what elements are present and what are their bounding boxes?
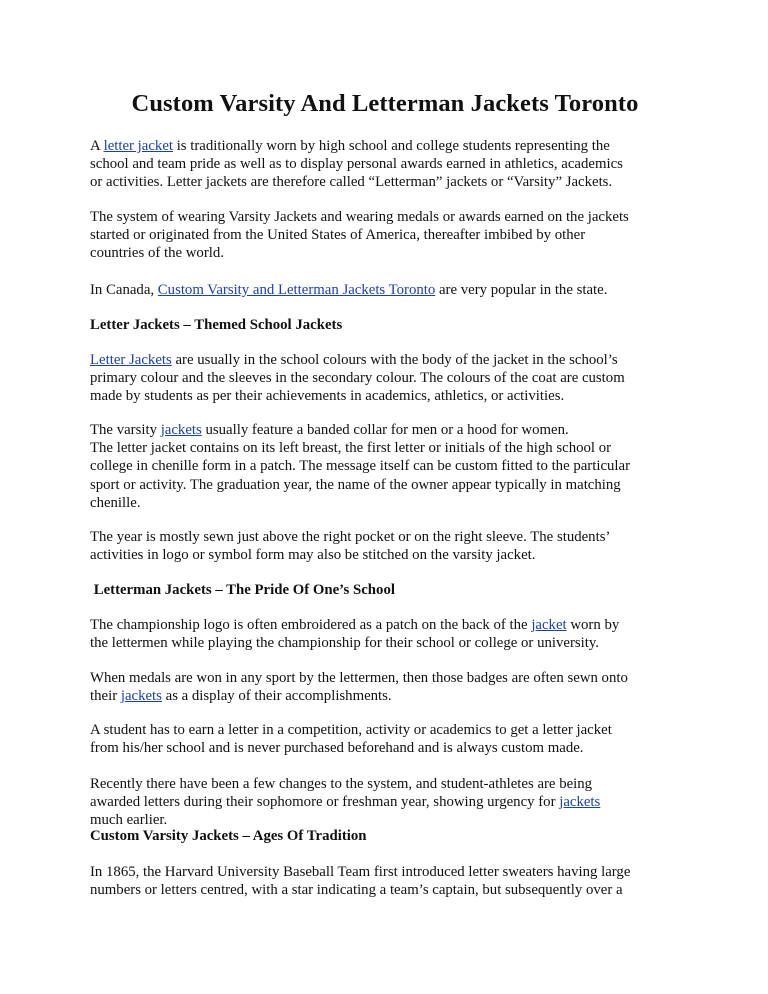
paragraph-championship-logo <box>90 616 690 652</box>
section-heading-ages-of-tradition <box>90 827 690 845</box>
text-line <box>90 281 690 299</box>
text-line: numbers or letters centred, with a star indicating a team’s captain, but subsequently over a <box>90 882 623 899</box>
text-line <box>90 793 690 811</box>
text-line: In 1865, the Harvard University Baseball Team first introduced letter sweaters having large <box>90 864 631 880</box>
jackets-link[interactable]: jackets <box>559 794 601 811</box>
paragraph-earn-letter <box>90 721 690 757</box>
text-line: school and team pride as well as to display personal awards earned in athletics, academics <box>90 156 623 173</box>
text-line: much earlier. <box>90 812 168 829</box>
jacket-link[interactable]: jacket <box>531 617 567 633</box>
text-line: The letter jacket contains on its left breast, the first letter or initials of the high school or <box>90 440 612 457</box>
text-line <box>90 687 690 705</box>
paragraph-intro <box>90 137 690 192</box>
section-heading-pride-of-school <box>90 581 690 599</box>
text-line <box>90 137 690 155</box>
page-title: Custom Varsity And Letterman Jackets Toronto <box>131 90 639 117</box>
paragraph-recent-changes <box>90 775 690 830</box>
text-run: is traditionally worn by high school and college students representing the <box>173 138 610 154</box>
jackets-link[interactable]: jackets <box>160 422 202 438</box>
text-run: A <box>90 138 104 154</box>
text-line: chenille. <box>90 494 141 511</box>
text-line: activities in logo or symbol form may also be stitched on the varsity jacket. <box>90 547 536 564</box>
text-line: A student has to earn a letter in a competition, activity or academics to get a letter jacket <box>90 722 612 738</box>
text-run: In Canada, <box>90 282 158 298</box>
text-line: Recently there have been a few changes to the system, and student-athletes are being <box>90 776 593 792</box>
text-line: the lettermen while playing the championship for their school or college or university. <box>90 635 599 652</box>
text-line <box>90 351 690 369</box>
text-line: made by students as per their achievements in academics, athletics, or activities. <box>90 388 565 405</box>
paragraph-school-colours <box>90 351 690 406</box>
text-line: When medals are won in any sport by the lettermen, then those badges are often sewn onto <box>90 670 628 686</box>
text-line: started or originated from the United States of America, thereafter imbibed by other <box>90 227 586 244</box>
letter-jacket-link[interactable]: letter jacket <box>103 138 173 154</box>
text-line: countries of the world. <box>90 245 224 262</box>
text-run: are very popular in the state. <box>435 282 608 298</box>
custom-varsity-toronto-link[interactable]: Custom Varsity and Letterman Jackets Toronto <box>157 282 436 298</box>
heading-text: Custom Varsity Jackets – Ages Of Tradition <box>90 828 367 844</box>
text-line: sport or activity. The graduation year, the name of the owner appear typically in matching <box>90 476 621 493</box>
text-run: their <box>90 688 121 705</box>
text-line: college in chenille form in a patch. The message itself can be custom fitted to the particular <box>90 458 631 475</box>
text-line: primary colour and the sleeves in the secondary colour. The colours of the coat are custom <box>90 370 625 387</box>
text-run: The championship logo is often embroidered as a patch on the back of the <box>90 617 532 633</box>
paragraph-year-sewn <box>90 528 690 564</box>
paragraph-collar <box>90 421 690 512</box>
heading-text: Letter Jackets – Themed School Jackets <box>90 317 343 333</box>
jackets-link[interactable]: jackets <box>120 688 162 705</box>
text-line: from his/her school and is never purchased beforehand and is always custom made. <box>90 740 584 757</box>
text-run: awarded letters during their sophomore or freshman year, showing urgency for <box>90 794 560 811</box>
heading-text: Letterman Jackets – The Pride Of One’s School <box>90 582 395 598</box>
paragraph-medals <box>90 669 690 705</box>
text-line: The system of wearing Varsity Jackets and wearing medals or awards earned on the jackets <box>90 209 629 225</box>
text-line: or activities. Letter jackets are therefore called “Letterman” jackets or “Varsity” Jackets. <box>90 174 613 191</box>
text-run: as a display of their accomplishments. <box>161 688 392 705</box>
paragraph-harvard-1865 <box>90 863 690 899</box>
section-heading-themed-school-jackets <box>90 316 690 334</box>
text-line <box>90 616 690 634</box>
text-line <box>90 421 690 439</box>
text-run: The varsity <box>90 422 161 438</box>
paragraph-system <box>90 208 690 263</box>
text-run: usually feature a banded collar for men or a hood for women. <box>201 422 569 438</box>
text-run: worn by <box>566 617 620 633</box>
text-line: The year is mostly sewn just above the right pocket or on the right sleeve. The students’ <box>90 529 611 545</box>
letter-jackets-link[interactable]: Letter Jackets <box>90 352 172 368</box>
paragraph-canada <box>90 281 690 299</box>
text-run: are usually in the school colours with the body of the jacket in the school’s <box>171 352 618 368</box>
